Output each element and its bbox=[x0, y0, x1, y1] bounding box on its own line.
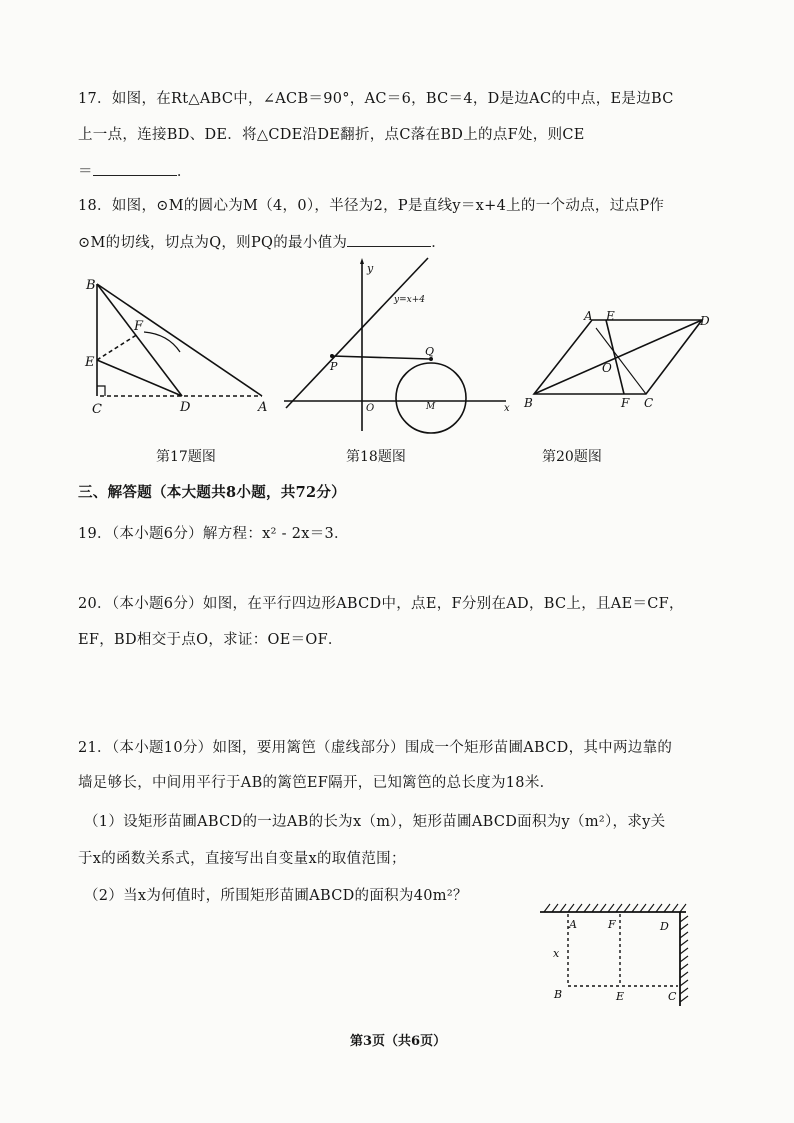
fig18-point-p bbox=[330, 354, 334, 358]
fig18-label-y: y bbox=[367, 262, 374, 275]
fig21-label-f: F bbox=[608, 918, 616, 931]
fig18-y-arrow bbox=[360, 258, 364, 264]
fig17-label-a: A bbox=[258, 400, 268, 415]
fig21-label-b: B bbox=[554, 988, 563, 1001]
fig18-label-o: O bbox=[366, 403, 375, 414]
fig21-wall-hatching bbox=[544, 904, 688, 1002]
fig20-label-d: D bbox=[700, 314, 710, 328]
fig21-label-a: A bbox=[569, 918, 577, 931]
fig17-label-e: E bbox=[85, 355, 95, 370]
fig17-right-angle bbox=[97, 386, 105, 396]
fig18-label-m: M bbox=[426, 402, 436, 412]
q21-part1-line2: 于x的函数关系式，直接写出自变量x的取值范围； bbox=[78, 851, 406, 867]
q21-part1-line1: （1）设矩形苗圃ABCD的一边AB的长为x（m），矩形苗圃ABCD面积为y（m²），求y关 bbox=[84, 814, 666, 830]
fig21-label-e: E bbox=[616, 990, 625, 1003]
q20-line2: EF，BD相交于点O，求证：OE＝OF． bbox=[78, 632, 343, 648]
figure-17 bbox=[82, 274, 272, 420]
q18-line1: 18．如图，⊙M的圆心为M（4，0），半径为2，P是直线y＝x+4上的一个动点，过点P作 bbox=[78, 198, 665, 214]
fig18-caption: 第18题图 bbox=[346, 449, 406, 465]
fig18-circle-m bbox=[396, 363, 466, 433]
fig20-label-c: C bbox=[644, 396, 654, 410]
fig18-label-p: P bbox=[330, 360, 338, 373]
fig17-label-c: C bbox=[92, 402, 102, 417]
fig20-label-a: A bbox=[584, 309, 593, 323]
fig17-line-ef bbox=[97, 334, 138, 360]
q18-answer-blank[interactable] bbox=[347, 232, 431, 247]
figure-20 bbox=[522, 306, 722, 416]
q17-answer-blank[interactable] bbox=[93, 161, 177, 176]
fig17-label-f: F bbox=[134, 319, 144, 334]
q17-line3 bbox=[78, 161, 192, 182]
fig20-label-e: E bbox=[606, 309, 615, 323]
q19-text: 19．（本小题6分）解方程：x² - 2x＝3． bbox=[78, 526, 349, 542]
fig18-label-line: y=x+4 bbox=[394, 295, 425, 305]
fig17-label-b: B bbox=[86, 278, 96, 293]
fig18-label-q: Q bbox=[425, 345, 435, 358]
q20-line1: 20．（本小题6分）如图，在平行四边形ABCD中，点E，F分别在AD，BC上，且AE＝CF， bbox=[78, 596, 684, 612]
fig20-label-b: B bbox=[524, 396, 533, 410]
fig18-tangent-pq bbox=[332, 356, 430, 359]
q18-line2 bbox=[78, 232, 446, 253]
fig20-segment-ef bbox=[606, 320, 624, 394]
figure-21 bbox=[540, 900, 700, 1012]
fig20-label-o: O bbox=[602, 361, 612, 375]
fig20-label-f: F bbox=[621, 396, 630, 410]
fig17-caption: 第17题图 bbox=[156, 449, 216, 465]
q17-line1: 17．如图，在Rt△ABC中，∠ACB＝90°，AC＝6，BC＝4，D是边AC的中点，E是边BC bbox=[78, 91, 674, 107]
fig17-line-ba bbox=[97, 284, 262, 396]
fig17-label-d: D bbox=[180, 400, 191, 415]
q17-equals: ＝ bbox=[78, 164, 93, 180]
q17-line2: 上一点，连接BD、DE．将△CDE沿DE翻折，点C落在BD上的点F处，则CE bbox=[78, 127, 585, 143]
fig21-label-x: x bbox=[553, 947, 560, 960]
q18-text: ⊙M的切线，切点为Q，则PQ的最小值为 bbox=[78, 235, 348, 251]
fig21-label-d: D bbox=[660, 920, 669, 933]
fig18-line-y-eq-x-plus-4 bbox=[286, 258, 428, 408]
page-footer: 第3页（共6页） bbox=[350, 1034, 447, 1049]
q21-line2: 墙足够长，中间用平行于AB的篱笆EF隔开，已知篱笆的总长度为18米． bbox=[78, 775, 555, 791]
q21-part2: （2）当x为何值时，所围矩形苗圃ABCD的面积为40m²？ bbox=[84, 888, 468, 904]
fig17-fold-arrow bbox=[144, 332, 180, 352]
q18-period: ． bbox=[431, 235, 447, 251]
section-3-heading: 三、解答题（本大题共8小题，共72分） bbox=[78, 484, 346, 501]
figure-18 bbox=[280, 256, 520, 436]
fig18-label-x: x bbox=[504, 403, 510, 414]
fig20-caption: 第20题图 bbox=[542, 449, 602, 465]
q21-line1: 21．（本小题10分）如图，要用篱笆（虚线部分）围成一个矩形苗圃ABCD，其中两边靠的 bbox=[78, 740, 673, 756]
fig21-label-c: C bbox=[668, 990, 677, 1003]
q17-period: ． bbox=[176, 164, 192, 180]
